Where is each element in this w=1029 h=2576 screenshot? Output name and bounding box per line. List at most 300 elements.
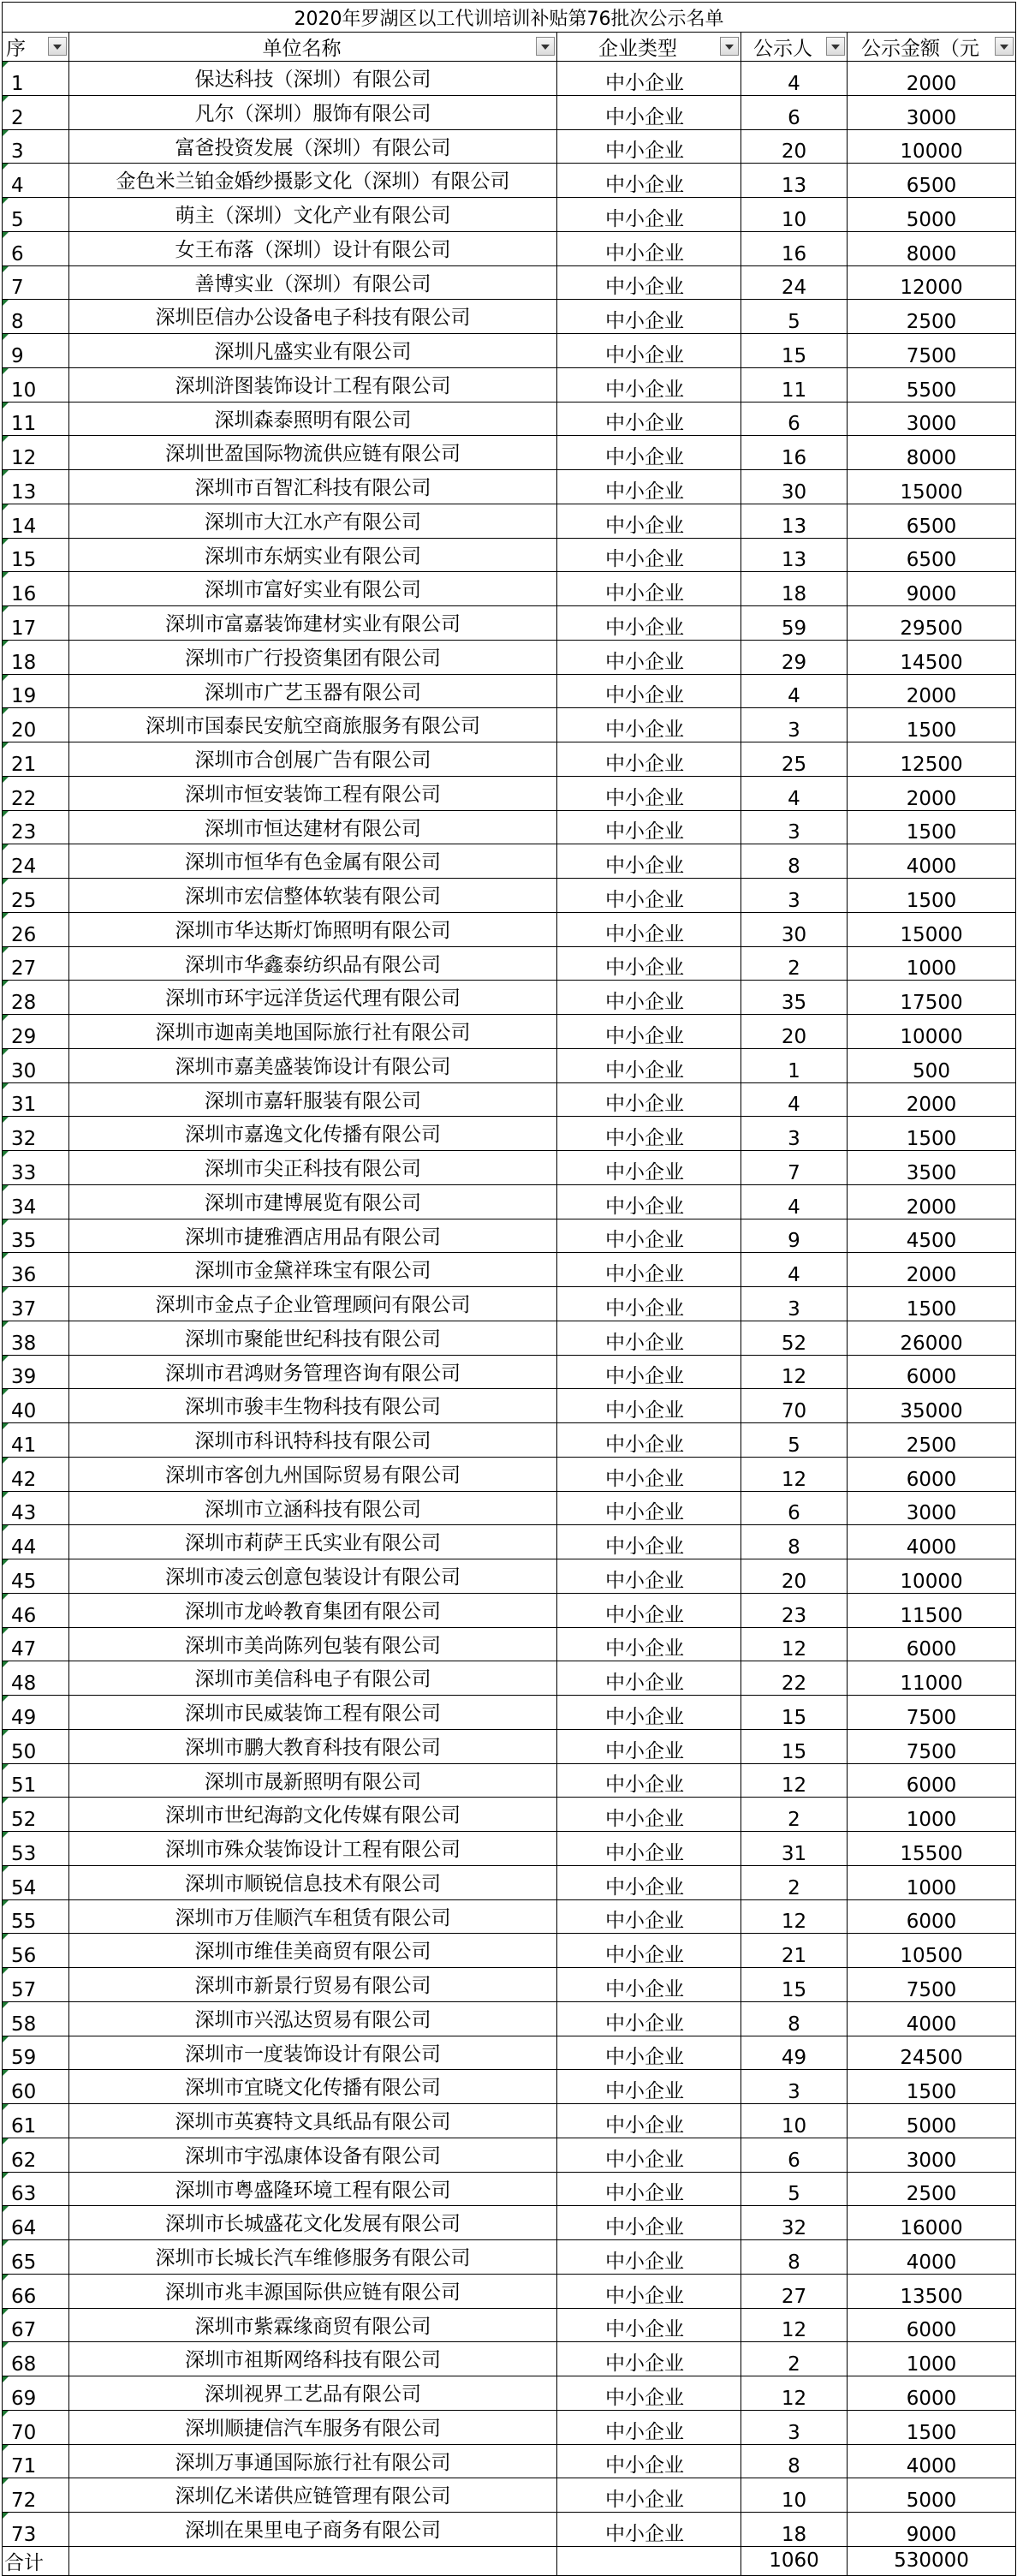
- cell-amount[interactable]: 10000: [848, 1015, 1016, 1049]
- cell-amount[interactable]: 7500: [848, 1729, 1016, 1763]
- cell-name[interactable]: 深圳视界工艺品有限公司: [69, 2376, 557, 2411]
- cell-type[interactable]: 中小企业: [557, 1899, 741, 1934]
- cell-seq[interactable]: [3, 1457, 69, 1491]
- cell-name[interactable]: 深圳市凌云创意包装设计有限公司: [69, 1559, 557, 1594]
- cell-name[interactable]: 深圳市百智汇科技有限公司: [69, 470, 557, 504]
- cell-amount[interactable]: 1000: [848, 946, 1016, 981]
- cell-count[interactable]: 25: [741, 742, 848, 777]
- cell-amount[interactable]: 6000: [848, 1355, 1016, 1389]
- cell-type[interactable]: 中小企业: [557, 1798, 741, 1832]
- cell-seq[interactable]: [3, 1253, 69, 1287]
- cell-seq[interactable]: [3, 231, 69, 265]
- cell-seq[interactable]: [3, 1593, 69, 1627]
- cell-type[interactable]: 中小企业: [557, 606, 741, 641]
- cell-amount[interactable]: 11500: [848, 1593, 1016, 1627]
- cell-seq[interactable]: [3, 572, 69, 606]
- cell-name[interactable]: 深圳市一度装饰设计有限公司: [69, 2036, 557, 2070]
- cell-type[interactable]: 中小企业: [557, 844, 741, 879]
- cell-type[interactable]: 中小企业: [557, 334, 741, 368]
- cell-name[interactable]: 深圳市长城长汽车维修服务有限公司: [69, 2240, 557, 2275]
- cell-name[interactable]: 深圳市嘉轩服装有限公司: [69, 1082, 557, 1117]
- cell-amount[interactable]: 1500: [848, 879, 1016, 913]
- cell-seq[interactable]: [3, 2104, 69, 2138]
- cell-seq[interactable]: [3, 2478, 69, 2513]
- cell-name[interactable]: 深圳市环宇远洋货运代理有限公司: [69, 981, 557, 1015]
- total-empty-name[interactable]: [69, 2546, 557, 2575]
- cell-amount[interactable]: 1500: [848, 1117, 1016, 1151]
- cell-count[interactable]: 3: [741, 2410, 848, 2444]
- cell-type[interactable]: 中小企业: [557, 129, 741, 164]
- cell-amount[interactable]: 10000: [848, 1559, 1016, 1594]
- cell-count[interactable]: 49: [741, 2036, 848, 2070]
- cell-count[interactable]: 13: [741, 504, 848, 538]
- cell-name[interactable]: 深圳市宇泓康体设备有限公司: [69, 2138, 557, 2172]
- cell-name[interactable]: 金色米兰铂金婚纱摄影文化（深圳）有限公司: [69, 164, 557, 198]
- cell-seq[interactable]: [3, 504, 69, 538]
- cell-name[interactable]: 深圳市聚能世纪科技有限公司: [69, 1321, 557, 1355]
- cell-name[interactable]: 萌主（深圳）文化产业有限公司: [69, 198, 557, 232]
- cell-count[interactable]: 9: [741, 1219, 848, 1253]
- cell-count[interactable]: 8: [741, 1525, 848, 1559]
- cell-type[interactable]: 中小企业: [557, 2070, 741, 2104]
- cell-amount[interactable]: 2500: [848, 1423, 1016, 1458]
- cell-seq[interactable]: [3, 198, 69, 232]
- cell-type[interactable]: 中小企业: [557, 674, 741, 708]
- cell-type[interactable]: 中小企业: [557, 2138, 741, 2172]
- cell-type[interactable]: 中小企业: [557, 1321, 741, 1355]
- cell-count[interactable]: 15: [741, 1968, 848, 2002]
- cell-count[interactable]: 12: [741, 1763, 848, 1798]
- cell-type[interactable]: 中小企业: [557, 1696, 741, 1730]
- cell-amount[interactable]: 2500: [848, 300, 1016, 334]
- cell-type[interactable]: 中小企业: [557, 470, 741, 504]
- cell-amount[interactable]: 6000: [848, 1763, 1016, 1798]
- cell-name[interactable]: 深圳市祖斯网络科技有限公司: [69, 2342, 557, 2376]
- cell-amount[interactable]: 1000: [848, 2342, 1016, 2376]
- filter-dropdown-icon[interactable]: [826, 37, 845, 56]
- cell-amount[interactable]: 4500: [848, 1219, 1016, 1253]
- cell-type[interactable]: 中小企业: [557, 2240, 741, 2275]
- cell-name[interactable]: 深圳市恒华有色金属有限公司: [69, 844, 557, 879]
- cell-name[interactable]: 深圳市英赛特文具纸品有限公司: [69, 2104, 557, 2138]
- cell-name[interactable]: 深圳市立涵科技有限公司: [69, 1491, 557, 1525]
- cell-count[interactable]: 3: [741, 708, 848, 742]
- cell-type[interactable]: 中小企业: [557, 402, 741, 436]
- cell-type[interactable]: 中小企业: [557, 504, 741, 538]
- cell-amount[interactable]: 2000: [848, 776, 1016, 810]
- cell-count[interactable]: 12: [741, 2308, 848, 2342]
- cell-name[interactable]: 深圳市长城盛花文化发展有限公司: [69, 2206, 557, 2240]
- cell-amount[interactable]: 6000: [848, 2308, 1016, 2342]
- cell-type[interactable]: 中小企业: [557, 1184, 741, 1219]
- cell-type[interactable]: 中小企业: [557, 640, 741, 674]
- cell-amount[interactable]: 6500: [848, 538, 1016, 572]
- cell-seq[interactable]: [3, 129, 69, 164]
- cell-seq[interactable]: [3, 1525, 69, 1559]
- cell-type[interactable]: 中小企业: [557, 1832, 741, 1866]
- cell-amount[interactable]: 4000: [848, 2444, 1016, 2478]
- cell-amount[interactable]: 13500: [848, 2274, 1016, 2308]
- cell-name[interactable]: 深圳市金点子企业管理顾问有限公司: [69, 1287, 557, 1321]
- cell-seq[interactable]: [3, 1729, 69, 1763]
- total-empty-type[interactable]: [557, 2546, 741, 2575]
- cell-name[interactable]: 深圳市紫霖缘商贸有限公司: [69, 2308, 557, 2342]
- cell-type[interactable]: 中小企业: [557, 538, 741, 572]
- cell-amount[interactable]: 4000: [848, 2240, 1016, 2275]
- cell-seq[interactable]: [3, 1117, 69, 1151]
- cell-type[interactable]: 中小企业: [557, 2376, 741, 2411]
- cell-seq[interactable]: [3, 1934, 69, 1968]
- cell-seq[interactable]: [3, 1559, 69, 1594]
- cell-seq[interactable]: [3, 810, 69, 844]
- cell-seq[interactable]: [3, 2444, 69, 2478]
- cell-count[interactable]: 2: [741, 1798, 848, 1832]
- cell-count[interactable]: 8: [741, 2444, 848, 2478]
- cell-type[interactable]: 中小企业: [557, 912, 741, 946]
- cell-type[interactable]: 中小企业: [557, 1287, 741, 1321]
- cell-name[interactable]: 深圳市东炳实业有限公司: [69, 538, 557, 572]
- cell-name[interactable]: 深圳市尖正科技有限公司: [69, 1151, 557, 1185]
- cell-name[interactable]: 深圳市恒达建材有限公司: [69, 810, 557, 844]
- cell-count[interactable]: 29: [741, 640, 848, 674]
- cell-type[interactable]: 中小企业: [557, 436, 741, 470]
- cell-count[interactable]: 3: [741, 1287, 848, 1321]
- cell-name[interactable]: 富爸投资发展（深圳）有限公司: [69, 129, 557, 164]
- cell-type[interactable]: 中小企业: [557, 1729, 741, 1763]
- cell-type[interactable]: 中小企业: [557, 62, 741, 96]
- cell-count[interactable]: 24: [741, 265, 848, 300]
- cell-count[interactable]: 4: [741, 1253, 848, 1287]
- cell-seq[interactable]: [3, 2342, 69, 2376]
- cell-seq[interactable]: [3, 1015, 69, 1049]
- cell-type[interactable]: 中小企业: [557, 946, 741, 981]
- cell-amount[interactable]: 2500: [848, 2172, 1016, 2206]
- cell-seq[interactable]: [3, 1968, 69, 2002]
- cell-count[interactable]: 70: [741, 1389, 848, 1423]
- cell-count[interactable]: 13: [741, 164, 848, 198]
- cell-name[interactable]: 深圳市莉萨王氏实业有限公司: [69, 1525, 557, 1559]
- cell-name[interactable]: 深圳市殊众装饰设计工程有限公司: [69, 1832, 557, 1866]
- cell-amount[interactable]: 1500: [848, 2410, 1016, 2444]
- cell-seq[interactable]: [3, 2001, 69, 2036]
- cell-type[interactable]: 中小企业: [557, 1865, 741, 1899]
- cell-type[interactable]: 中小企业: [557, 1389, 741, 1423]
- cell-count[interactable]: 4: [741, 674, 848, 708]
- cell-count[interactable]: 30: [741, 470, 848, 504]
- cell-name[interactable]: 深圳市嘉逸文化传播有限公司: [69, 1117, 557, 1151]
- cell-count[interactable]: 16: [741, 231, 848, 265]
- cell-seq[interactable]: [3, 879, 69, 913]
- cell-type[interactable]: 中小企业: [557, 1219, 741, 1253]
- cell-name[interactable]: 凡尔（深圳）服饰有限公司: [69, 95, 557, 129]
- cell-count[interactable]: 12: [741, 2376, 848, 2411]
- cell-type[interactable]: 中小企业: [557, 367, 741, 402]
- cell-seq[interactable]: [3, 2138, 69, 2172]
- cell-count[interactable]: 52: [741, 1321, 848, 1355]
- cell-amount[interactable]: 3500: [848, 1151, 1016, 1185]
- total-label[interactable]: 合计: [3, 2546, 69, 2575]
- cell-seq[interactable]: [3, 1423, 69, 1458]
- cell-type[interactable]: 中小企业: [557, 2308, 741, 2342]
- filter-dropdown-icon[interactable]: [995, 37, 1014, 56]
- cell-seq[interactable]: [3, 367, 69, 402]
- cell-name[interactable]: 深圳市嘉美盛装饰设计有限公司: [69, 1048, 557, 1082]
- cell-amount[interactable]: 9000: [848, 572, 1016, 606]
- filter-dropdown-icon[interactable]: [48, 37, 67, 56]
- cell-seq[interactable]: [3, 2206, 69, 2240]
- cell-seq[interactable]: [3, 708, 69, 742]
- cell-name[interactable]: 深圳市顺锐信息技术有限公司: [69, 1865, 557, 1899]
- cell-amount[interactable]: 17500: [848, 981, 1016, 1015]
- cell-name[interactable]: 深圳市兴泓达贸易有限公司: [69, 2001, 557, 2036]
- cell-type[interactable]: 中小企业: [557, 981, 741, 1015]
- cell-type[interactable]: 中小企业: [557, 2478, 741, 2513]
- cell-name[interactable]: 深圳市维佳美商贸有限公司: [69, 1934, 557, 1968]
- cell-type[interactable]: 中小企业: [557, 198, 741, 232]
- cell-type[interactable]: 中小企业: [557, 300, 741, 334]
- cell-name[interactable]: 深圳臣信办公设备电子科技有限公司: [69, 300, 557, 334]
- cell-count[interactable]: 4: [741, 776, 848, 810]
- cell-amount[interactable]: 5500: [848, 367, 1016, 402]
- cell-amount[interactable]: 15500: [848, 1832, 1016, 1866]
- cell-amount[interactable]: 5000: [848, 2478, 1016, 2513]
- cell-count[interactable]: 23: [741, 1593, 848, 1627]
- cell-count[interactable]: 21: [741, 1934, 848, 1968]
- cell-name[interactable]: 深圳浒图装饰设计工程有限公司: [69, 367, 557, 402]
- cell-amount[interactable]: 1500: [848, 2070, 1016, 2104]
- cell-count[interactable]: 10: [741, 2478, 848, 2513]
- cell-name[interactable]: 深圳凡盛实业有限公司: [69, 334, 557, 368]
- cell-name[interactable]: 深圳市世纪海韵文化传媒有限公司: [69, 1798, 557, 1832]
- cell-seq[interactable]: [3, 776, 69, 810]
- cell-seq[interactable]: [3, 912, 69, 946]
- cell-seq[interactable]: [3, 1184, 69, 1219]
- cell-type[interactable]: 中小企业: [557, 1457, 741, 1491]
- cell-seq[interactable]: [3, 2036, 69, 2070]
- cell-seq[interactable]: [3, 2070, 69, 2104]
- cell-name[interactable]: 深圳市新景行贸易有限公司: [69, 1968, 557, 2002]
- cell-name[interactable]: 深圳市客创九州国际贸易有限公司: [69, 1457, 557, 1491]
- cell-type[interactable]: 中小企业: [557, 1491, 741, 1525]
- cell-name[interactable]: 保达科技（深圳）有限公司: [69, 62, 557, 96]
- cell-type[interactable]: 中小企业: [557, 2104, 741, 2138]
- cell-amount[interactable]: 7500: [848, 1968, 1016, 2002]
- cell-amount[interactable]: 2000: [848, 674, 1016, 708]
- cell-amount[interactable]: 8000: [848, 436, 1016, 470]
- cell-name[interactable]: 深圳市晟新照明有限公司: [69, 1763, 557, 1798]
- cell-seq[interactable]: [3, 606, 69, 641]
- filter-dropdown-icon[interactable]: [720, 37, 739, 56]
- cell-seq[interactable]: [3, 2172, 69, 2206]
- cell-seq[interactable]: [3, 436, 69, 470]
- cell-amount[interactable]: 12500: [848, 742, 1016, 777]
- cell-seq[interactable]: [3, 538, 69, 572]
- cell-seq[interactable]: [3, 1151, 69, 1185]
- cell-amount[interactable]: 6000: [848, 1457, 1016, 1491]
- cell-count[interactable]: 6: [741, 95, 848, 129]
- cell-amount[interactable]: 7500: [848, 1696, 1016, 1730]
- cell-amount[interactable]: 24500: [848, 2036, 1016, 2070]
- cell-amount[interactable]: 16000: [848, 2206, 1016, 2240]
- cell-count[interactable]: 1: [741, 1048, 848, 1082]
- cell-name[interactable]: 深圳市大江水产有限公司: [69, 504, 557, 538]
- cell-count[interactable]: 59: [741, 606, 848, 641]
- cell-count[interactable]: 3: [741, 2070, 848, 2104]
- cell-amount[interactable]: 2000: [848, 62, 1016, 96]
- cell-amount[interactable]: 2000: [848, 1253, 1016, 1287]
- cell-count[interactable]: 13: [741, 538, 848, 572]
- cell-name[interactable]: 深圳世盈国际物流供应链有限公司: [69, 436, 557, 470]
- cell-seq[interactable]: [3, 265, 69, 300]
- cell-amount[interactable]: 1500: [848, 810, 1016, 844]
- cell-seq[interactable]: [3, 1899, 69, 1934]
- cell-count[interactable]: 15: [741, 1696, 848, 1730]
- cell-name[interactable]: 深圳市宜晓文化传播有限公司: [69, 2070, 557, 2104]
- cell-type[interactable]: 中小企业: [557, 265, 741, 300]
- cell-count[interactable]: 12: [741, 1899, 848, 1934]
- cell-amount[interactable]: 3000: [848, 402, 1016, 436]
- cell-name[interactable]: 深圳市金黛祥珠宝有限公司: [69, 1253, 557, 1287]
- cell-type[interactable]: 中小企业: [557, 164, 741, 198]
- cell-type[interactable]: 中小企业: [557, 1934, 741, 1968]
- cell-amount[interactable]: 6500: [848, 504, 1016, 538]
- cell-type[interactable]: 中小企业: [557, 2274, 741, 2308]
- cell-type[interactable]: 中小企业: [557, 2206, 741, 2240]
- cell-name[interactable]: 深圳市迦南美地国际旅行社有限公司: [69, 1015, 557, 1049]
- cell-amount[interactable]: 1000: [848, 1865, 1016, 1899]
- cell-name[interactable]: 深圳市富好实业有限公司: [69, 572, 557, 606]
- cell-count[interactable]: 22: [741, 1661, 848, 1696]
- cell-amount[interactable]: 500: [848, 1048, 1016, 1082]
- cell-name[interactable]: 深圳市民威装饰工程有限公司: [69, 1696, 557, 1730]
- cell-name[interactable]: 深圳市兆丰源国际供应链有限公司: [69, 2274, 557, 2308]
- cell-type[interactable]: 中小企业: [557, 2036, 741, 2070]
- cell-seq[interactable]: [3, 1491, 69, 1525]
- cell-count[interactable]: 12: [741, 1627, 848, 1661]
- cell-amount[interactable]: 35000: [848, 1389, 1016, 1423]
- cell-count[interactable]: 10: [741, 198, 848, 232]
- cell-type[interactable]: 中小企业: [557, 2513, 741, 2547]
- cell-name[interactable]: 深圳市华鑫泰纺织品有限公司: [69, 946, 557, 981]
- cell-seq[interactable]: [3, 742, 69, 777]
- cell-type[interactable]: 中小企业: [557, 95, 741, 129]
- cell-seq[interactable]: [3, 2376, 69, 2411]
- total-count[interactable]: 1060: [741, 2546, 848, 2575]
- cell-seq[interactable]: [3, 470, 69, 504]
- cell-name[interactable]: 深圳市科讯特科技有限公司: [69, 1423, 557, 1458]
- cell-count[interactable]: 10: [741, 2104, 848, 2138]
- cell-seq[interactable]: [3, 1798, 69, 1832]
- cell-type[interactable]: 中小企业: [557, 1627, 741, 1661]
- cell-type[interactable]: 中小企业: [557, 1763, 741, 1798]
- cell-count[interactable]: 12: [741, 1457, 848, 1491]
- cell-amount[interactable]: 5000: [848, 198, 1016, 232]
- cell-count[interactable]: 11: [741, 367, 848, 402]
- cell-name[interactable]: 深圳市龙岭教育集团有限公司: [69, 1593, 557, 1627]
- cell-name[interactable]: 深圳市建博展览有限公司: [69, 1184, 557, 1219]
- cell-count[interactable]: 6: [741, 402, 848, 436]
- cell-count[interactable]: 35: [741, 981, 848, 1015]
- cell-seq[interactable]: [3, 1763, 69, 1798]
- cell-count[interactable]: 4: [741, 62, 848, 96]
- filter-dropdown-icon[interactable]: [536, 37, 555, 56]
- cell-seq[interactable]: [3, 1219, 69, 1253]
- cell-amount[interactable]: 7500: [848, 334, 1016, 368]
- cell-type[interactable]: 中小企业: [557, 2172, 741, 2206]
- cell-seq[interactable]: [3, 2308, 69, 2342]
- cell-amount[interactable]: 1500: [848, 1287, 1016, 1321]
- cell-name[interactable]: 深圳市华达斯灯饰照明有限公司: [69, 912, 557, 946]
- cell-seq[interactable]: [3, 2513, 69, 2547]
- cell-amount[interactable]: 3000: [848, 1491, 1016, 1525]
- cell-seq[interactable]: [3, 946, 69, 981]
- cell-amount[interactable]: 15000: [848, 470, 1016, 504]
- cell-name[interactable]: 深圳市广艺玉器有限公司: [69, 674, 557, 708]
- cell-count[interactable]: 3: [741, 810, 848, 844]
- cell-amount[interactable]: 10000: [848, 129, 1016, 164]
- cell-type[interactable]: 中小企业: [557, 1015, 741, 1049]
- cell-count[interactable]: 5: [741, 1423, 848, 1458]
- cell-name[interactable]: 深圳市富嘉装饰建材实业有限公司: [69, 606, 557, 641]
- cell-seq[interactable]: [3, 2274, 69, 2308]
- cell-count[interactable]: 8: [741, 2240, 848, 2275]
- cell-name[interactable]: 深圳森泰照明有限公司: [69, 402, 557, 436]
- cell-name[interactable]: 女王布落（深圳）设计有限公司: [69, 231, 557, 265]
- cell-count[interactable]: 31: [741, 1832, 848, 1866]
- cell-amount[interactable]: 6000: [848, 1627, 1016, 1661]
- cell-name[interactable]: 深圳市捷雅酒店用品有限公司: [69, 1219, 557, 1253]
- cell-name[interactable]: 深圳市粤盛隆环境工程有限公司: [69, 2172, 557, 2206]
- cell-type[interactable]: 中小企业: [557, 2410, 741, 2444]
- cell-amount[interactable]: 8000: [848, 231, 1016, 265]
- cell-amount[interactable]: 29500: [848, 606, 1016, 641]
- cell-count[interactable]: 15: [741, 334, 848, 368]
- cell-name[interactable]: 深圳亿米诺供应链管理有限公司: [69, 2478, 557, 2513]
- cell-name[interactable]: 深圳市美尚陈列包装有限公司: [69, 1627, 557, 1661]
- cell-amount[interactable]: 9000: [848, 2513, 1016, 2547]
- cell-amount[interactable]: 14500: [848, 640, 1016, 674]
- cell-count[interactable]: 6: [741, 1491, 848, 1525]
- cell-type[interactable]: 中小企业: [557, 231, 741, 265]
- cell-count[interactable]: 7: [741, 1151, 848, 1185]
- cell-amount[interactable]: 5000: [848, 2104, 1016, 2138]
- cell-count[interactable]: 8: [741, 2001, 848, 2036]
- cell-count[interactable]: 30: [741, 912, 848, 946]
- cell-type[interactable]: 中小企业: [557, 708, 741, 742]
- cell-count[interactable]: 16: [741, 436, 848, 470]
- cell-count[interactable]: 20: [741, 1559, 848, 1594]
- cell-amount[interactable]: 4000: [848, 2001, 1016, 2036]
- cell-seq[interactable]: [3, 1082, 69, 1117]
- cell-seq[interactable]: [3, 1321, 69, 1355]
- cell-name[interactable]: 深圳市合创展广告有限公司: [69, 742, 557, 777]
- cell-type[interactable]: 中小企业: [557, 1082, 741, 1117]
- cell-seq[interactable]: [3, 402, 69, 436]
- cell-amount[interactable]: 15000: [848, 912, 1016, 946]
- cell-seq[interactable]: [3, 1355, 69, 1389]
- cell-name[interactable]: 深圳市骏丰生物科技有限公司: [69, 1389, 557, 1423]
- cell-seq[interactable]: [3, 1287, 69, 1321]
- cell-type[interactable]: 中小企业: [557, 879, 741, 913]
- cell-count[interactable]: 20: [741, 129, 848, 164]
- cell-amount[interactable]: 26000: [848, 1321, 1016, 1355]
- cell-name[interactable]: 深圳市恒安装饰工程有限公司: [69, 776, 557, 810]
- cell-seq[interactable]: [3, 1661, 69, 1696]
- cell-type[interactable]: 中小企业: [557, 1661, 741, 1696]
- cell-seq[interactable]: [3, 164, 69, 198]
- cell-amount[interactable]: 6000: [848, 1899, 1016, 1934]
- cell-type[interactable]: 中小企业: [557, 2001, 741, 2036]
